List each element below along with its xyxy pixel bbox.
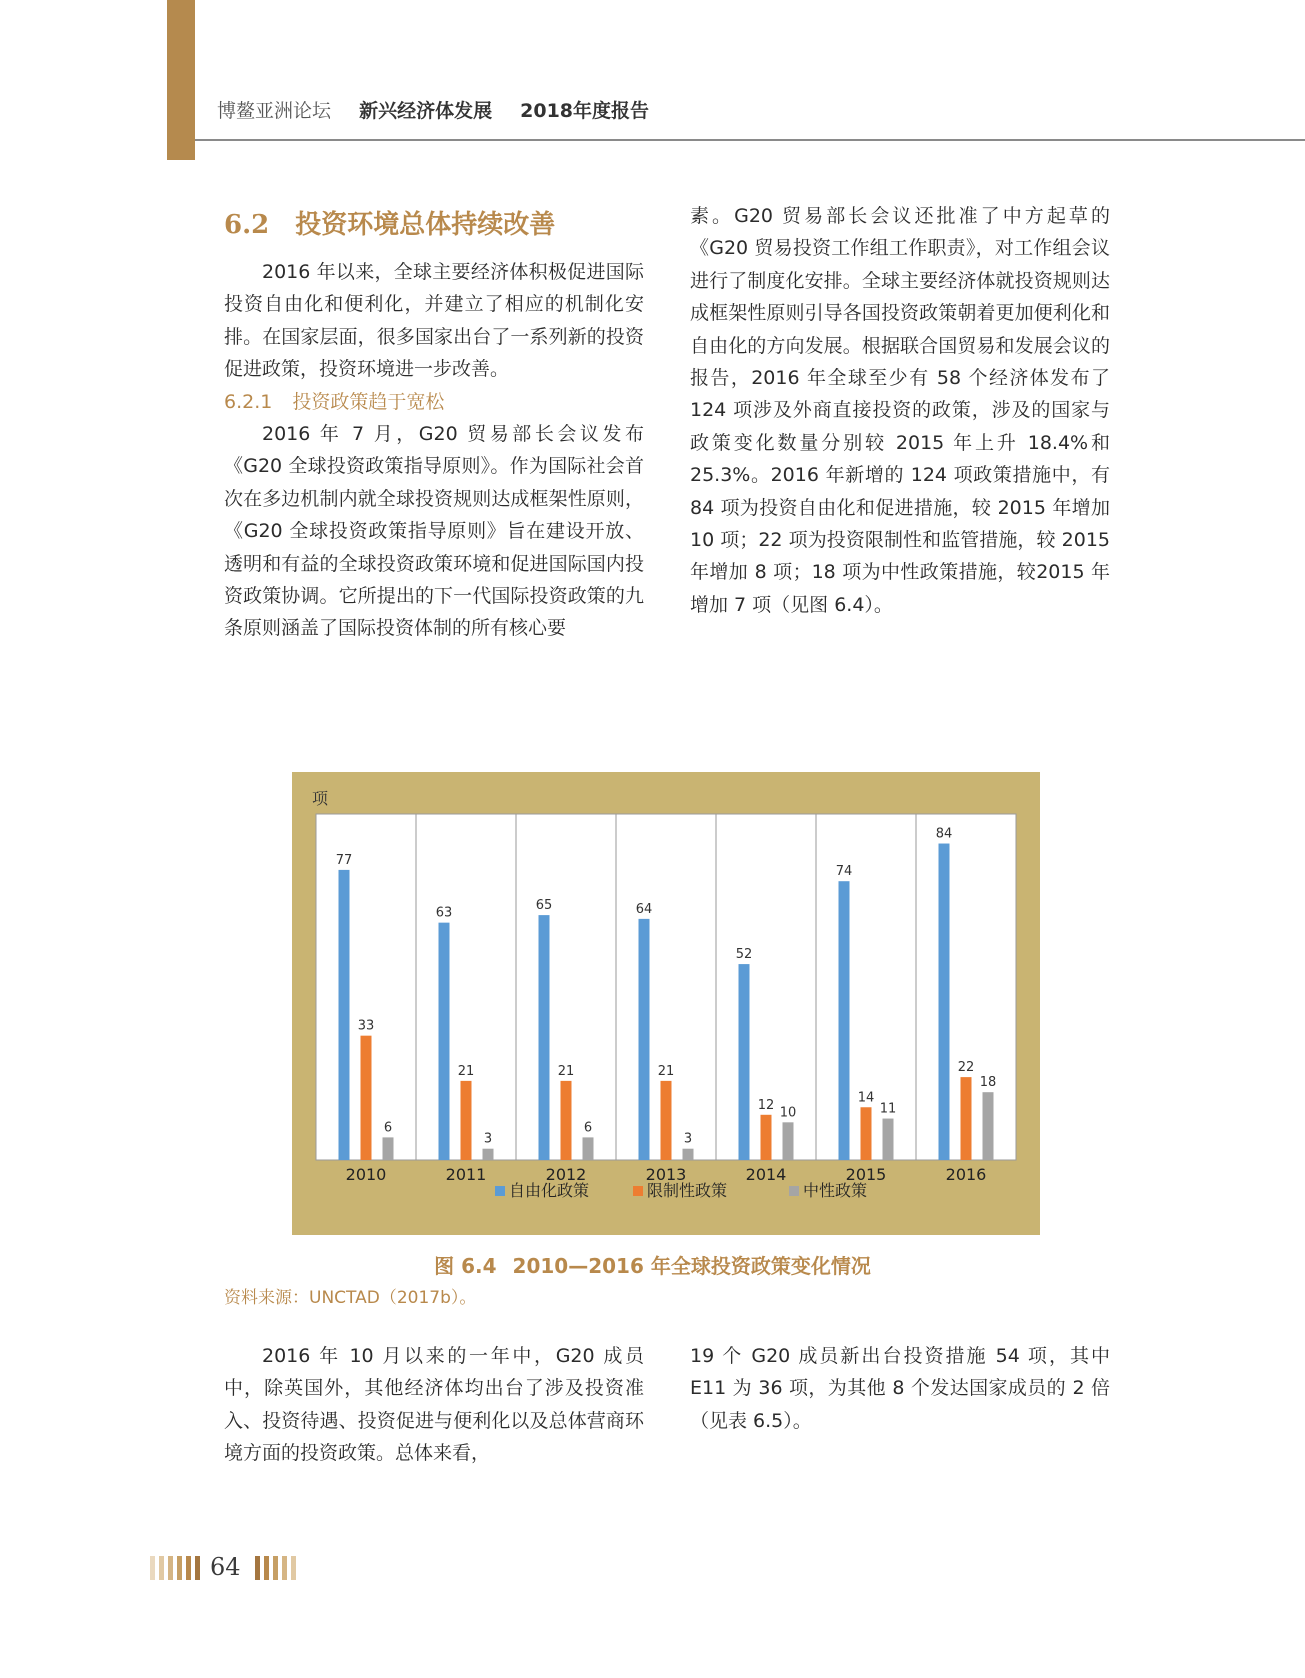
data-label: 21: [657, 1063, 675, 1079]
header-rule: [195, 139, 1305, 141]
legend-label: 限制性政策: [647, 1181, 728, 1200]
footer-stripe: [273, 1556, 278, 1580]
intro-paragraph: 2016 年以来，全球主要经济体积极促进国际投资自由化和便利化，并建立了相应的机制化安排。在国家层面，很多国家出台了一系列新的投资促进政策，投资环境进一步改善。: [224, 261, 644, 381]
data-label: 63: [435, 905, 453, 921]
data-label: 21: [557, 1063, 575, 1079]
data-label: 6: [583, 1120, 593, 1136]
bar-2014-1: [761, 1115, 772, 1160]
chart-panel: [292, 772, 1040, 1235]
bottom-left-paragraph: 2016 年 10 月以来的一年中，G20 成员中，除英国外，其他经济体均出台了涉及投资准入、投资待遇、投资促进与便利化以及总体营商环境方面的投资政策。总体来看，: [224, 1345, 644, 1465]
section-heading: [224, 208, 644, 242]
bar-2010-0: [339, 870, 350, 1160]
data-label: 74: [835, 864, 853, 880]
bottom-right-column: [690, 1340, 1110, 1437]
data-label: 84: [935, 826, 953, 842]
section-number: 6.2: [224, 210, 270, 240]
x-tick-label: 2014: [745, 1165, 787, 1184]
bar-2015-1: [861, 1107, 872, 1160]
bar-2016-2: [983, 1092, 994, 1160]
left-column: [224, 208, 644, 645]
subsection-heading: [224, 386, 644, 418]
subsection-number: 6.2.1: [224, 390, 273, 413]
data-label: 6: [383, 1120, 393, 1136]
bar-2013-0: [639, 919, 650, 1160]
legend-swatch: [633, 1186, 643, 1196]
bar-chart: [292, 772, 1040, 1235]
x-tick-label: 2015: [845, 1165, 887, 1184]
running-header: [217, 96, 649, 123]
data-label: 22: [957, 1060, 975, 1076]
data-label: 65: [535, 898, 553, 914]
bar-2012-1: [561, 1081, 572, 1160]
footer-stripe: [264, 1556, 269, 1580]
bottom-left-column: [224, 1340, 644, 1470]
footer-stripe: [255, 1556, 260, 1580]
data-label: 64: [635, 901, 653, 917]
right-column: [690, 200, 1110, 621]
bar-2012-2: [583, 1137, 594, 1160]
subsection-paragraph: 2016 年 7 月，G20 贸易部长会议发布《G20 全球投资政策指导原则》。作为国际社会首次在多边机制内就全球投资规则达成框架性原则，《G20 全球投资政策指导原则》旨在建设开放、透明和有益的全球投资政策环境和促进国际国内投资政策协调。它所提出的下一代国际投资政策的九条原则涵盖了国际投资体制的所有核心要: [224, 423, 644, 640]
header-forum: 博鳌亚洲论坛: [217, 100, 332, 122]
header-accent-bar: [167, 0, 195, 160]
data-label: 18: [979, 1075, 997, 1091]
footer-stripe: [195, 1556, 200, 1580]
subsection-title: 投资政策趋于宽松: [292, 390, 445, 413]
data-label: 11: [879, 1101, 897, 1117]
bar-2010-1: [361, 1036, 372, 1160]
footer-stripe: [159, 1556, 164, 1580]
data-label: 10: [779, 1105, 797, 1121]
bar-2011-2: [483, 1149, 494, 1160]
bar-2013-1: [661, 1081, 672, 1160]
page-number: 64: [210, 1553, 241, 1581]
bar-2015-2: [883, 1119, 894, 1160]
footer-stripe: [177, 1556, 182, 1580]
legend-swatch: [789, 1186, 799, 1196]
x-tick-label: 2016: [945, 1165, 987, 1184]
x-tick-label: 2011: [445, 1165, 487, 1184]
footer-stripe: [168, 1556, 173, 1580]
bar-2013-2: [683, 1149, 694, 1160]
data-label: 3: [683, 1131, 693, 1147]
data-label: 12: [757, 1097, 775, 1113]
right-paragraph: 素。G20 贸易部长会议还批准了中方起草的《G20 贸易投资工作组工作职责》，对工作组会议进行了制度化安排。全球主要经济体就投资规则达成框架性原则引导各国投资政策朝着更加便利化和自由化的方向发展。根据联合国贸易和发展会议的报告，2016 年全球至少有 58 个经济体发布了 124 项涉及外商直接投资的政策，涉及的国家与政策变化数量分别较 2015 年上升 18.4%和 25.3%。2016 年新增的 124 项政策措施中，有 84 项为投资自由化和促进措施，较 2015 年增加 10 项；22 项为投资限制性和监管措施，较 2015 年增加 8 项；18 项为中性政策措施，较2015 年增加 7 项（见图 6.4）。: [690, 205, 1110, 616]
legend-swatch: [495, 1186, 505, 1196]
bar-2016-0: [939, 844, 950, 1160]
x-tick-label: 2013: [645, 1165, 687, 1184]
footer-stripe: [150, 1556, 155, 1580]
bar-2011-1: [461, 1081, 472, 1160]
y-axis-label: 项: [312, 789, 329, 808]
bar-2016-1: [961, 1077, 972, 1160]
x-tick-label: 2012: [545, 1165, 587, 1184]
bar-2012-0: [539, 915, 550, 1160]
data-label: 52: [735, 947, 753, 963]
footer-stripe: [186, 1556, 191, 1580]
section-title: 投资环境总体持续改善: [295, 210, 556, 240]
header-report: 新兴经济体发展: [359, 100, 493, 122]
bottom-right-paragraph: 19 个 G20 成员新出台投资措施 54 项，其中 E11 为 36 项，为其他 8 个发达国家成员的 2 倍（见表 6.5）。: [690, 1345, 1110, 1432]
figure-source: 资料来源：UNCTAD（2017b）。: [224, 1288, 477, 1308]
bar-2011-0: [439, 923, 450, 1160]
bar-2014-0: [739, 964, 750, 1160]
bar-2010-2: [383, 1137, 394, 1160]
header-year: 2018年度报告: [520, 100, 650, 122]
footer-stripe: [282, 1556, 287, 1580]
data-label: 21: [457, 1063, 475, 1079]
figure-caption: [0, 1250, 1305, 1279]
data-label: 14: [857, 1090, 875, 1106]
x-tick-label: 2010: [345, 1165, 387, 1184]
bar-2014-2: [783, 1122, 794, 1160]
footer-stripe: [291, 1556, 296, 1580]
legend-label: 自由化政策: [509, 1181, 590, 1200]
bar-2015-0: [839, 881, 850, 1160]
data-label: 3: [483, 1131, 493, 1147]
figure-title: 2010—2016 年全球投资政策变化情况: [512, 1254, 871, 1278]
data-label: 33: [357, 1018, 375, 1034]
legend-label: 中性政策: [803, 1181, 868, 1200]
figure-number: 图 6.4: [434, 1254, 497, 1278]
data-label: 77: [335, 852, 353, 868]
